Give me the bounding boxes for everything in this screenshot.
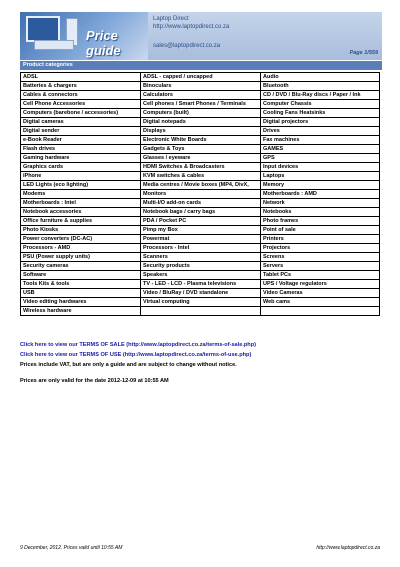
category-cell[interactable]: Pimp my Box	[141, 226, 261, 235]
category-cell[interactable]: Photo frames	[261, 217, 380, 226]
table-row	[21, 190, 380, 199]
category-cell[interactable]: PSU (Power supply units)	[21, 253, 141, 262]
page-header	[20, 12, 382, 60]
category-cell[interactable]: Notebooks	[261, 208, 380, 217]
category-cell[interactable]: GPS	[261, 154, 380, 163]
category-cell[interactable]: Electronic White Boards	[141, 136, 261, 145]
category-cell[interactable]: Projectors	[261, 244, 380, 253]
category-cell[interactable]: Displays	[141, 127, 261, 136]
category-cell[interactable]: Scanners	[141, 253, 261, 262]
category-cell[interactable]: Drives	[261, 127, 380, 136]
category-cell[interactable]: Glasses / eyeware	[141, 154, 261, 163]
category-cell[interactable]: Notebook accessories	[21, 208, 141, 217]
category-cell[interactable]: Cables & connectors	[21, 91, 141, 100]
category-cell[interactable]: Binoculars	[141, 82, 261, 91]
category-cell[interactable]: PDA / Pocket PC	[141, 217, 261, 226]
category-cell[interactable]: Audio	[261, 73, 380, 82]
table-row	[21, 127, 380, 136]
category-cell[interactable]: Video / BluRay / DVD standalone	[141, 289, 261, 298]
table-row	[21, 199, 380, 208]
table-row	[21, 262, 380, 271]
category-cell[interactable]: Computers (built)	[141, 109, 261, 118]
category-cell[interactable]: Calculators	[141, 91, 261, 100]
table-row	[21, 235, 380, 244]
category-cell[interactable]: HDMI Switches & Broadcasters	[141, 163, 261, 172]
table-row	[21, 154, 380, 163]
category-cell[interactable]: KVM switches & cables	[141, 172, 261, 181]
category-cell[interactable]: LED Lights (eco lighting)	[21, 181, 141, 190]
page-number: Page 1/559	[349, 50, 378, 56]
category-cell[interactable]: Digital notepads	[141, 118, 261, 127]
category-cell[interactable]: Digital sender	[21, 127, 141, 136]
category-cell[interactable]: Processors - Intel	[141, 244, 261, 253]
category-cell[interactable]: Tablet PCs	[261, 271, 380, 280]
terms-links	[20, 340, 256, 370]
footer-date: 9 December, 2012. Prices valid until 10:55 AM	[20, 545, 123, 551]
category-cell[interactable]: Memory	[261, 181, 380, 190]
category-cell[interactable]: Fax machines	[261, 136, 380, 145]
category-cell[interactable]: Virtual computing	[141, 298, 261, 307]
category-cell[interactable]: Digital projectors	[261, 118, 380, 127]
company-info	[153, 15, 229, 31]
category-cell[interactable]: ADSL - capped / uncapped	[141, 73, 261, 82]
footer-url[interactable]: http://www.laptopdirect.co.za	[316, 545, 380, 551]
category-cell[interactable]: Servers	[261, 262, 380, 271]
category-cell	[261, 307, 380, 316]
category-cell[interactable]: Video editing hardwares	[21, 298, 141, 307]
category-cell[interactable]: e-Book Reader	[21, 136, 141, 145]
table-row	[21, 181, 380, 190]
category-cell[interactable]: Cell phones / Smart Phones / Terminals	[141, 100, 261, 109]
category-cell[interactable]: Printers	[261, 235, 380, 244]
table-row	[21, 244, 380, 253]
validity-note: Prices are only valid for the date 2012-12-09 at 10:55 AM	[20, 378, 169, 384]
category-cell[interactable]: Motherboards : AMD	[261, 190, 380, 199]
category-cell[interactable]: Powermat	[141, 235, 261, 244]
category-cell[interactable]: Wireless hardware	[21, 307, 141, 316]
category-cell[interactable]: Power converters (DC-AC)	[21, 235, 141, 244]
table-row	[21, 109, 380, 118]
table-row	[21, 82, 380, 91]
category-cell[interactable]: Computers (barebone / accessories)	[21, 109, 141, 118]
company-url[interactable]: http://www.laptopdirect.co.za	[153, 24, 230, 30]
category-cell[interactable]: Batteries & chargers	[21, 82, 141, 91]
category-cell[interactable]: Multi-I/O add-on cards	[141, 199, 261, 208]
category-cell[interactable]: Network	[261, 199, 380, 208]
table-row	[21, 298, 380, 307]
table-row	[21, 100, 380, 109]
monitor-icon	[26, 16, 60, 42]
category-cell[interactable]: Gadgets & Toys	[141, 145, 261, 154]
table-row	[21, 226, 380, 235]
table-row	[21, 217, 380, 226]
logo-title: Price guide	[86, 28, 121, 58]
table-row	[21, 271, 380, 280]
category-cell[interactable]: Computer Chassis	[261, 100, 380, 109]
category-cell[interactable]: Office furniture & supplies	[21, 217, 141, 226]
category-cell[interactable]: Digital cameras	[21, 118, 141, 127]
category-cell[interactable]: TV - LED - LCD - Plasma televisions	[141, 280, 261, 289]
price-guide-logo	[20, 12, 148, 60]
category-cell[interactable]: Bluetooth	[261, 82, 380, 91]
table-row	[21, 208, 380, 217]
category-cell[interactable]: Video Cameras	[261, 289, 380, 298]
category-cell[interactable]: GAMES	[261, 145, 380, 154]
category-cell[interactable]: Point of sale	[261, 226, 380, 235]
category-cell[interactable]: Flash drives	[21, 145, 141, 154]
category-cell[interactable]: ADSL	[21, 73, 141, 82]
category-cell[interactable]: Speakers	[141, 271, 261, 280]
category-cell[interactable]: Tools Kits & tools	[21, 280, 141, 289]
category-cell[interactable]: Processors - AMD	[21, 244, 141, 253]
category-cell[interactable]: Notebook bags / carry bags	[141, 208, 261, 217]
category-cell[interactable]: iPhone	[21, 172, 141, 181]
table-row	[21, 145, 380, 154]
category-cell[interactable]: USB	[21, 289, 141, 298]
category-cell[interactable]: Input devices	[261, 163, 380, 172]
table-row	[21, 91, 380, 100]
table-row	[21, 136, 380, 145]
table-row	[21, 73, 380, 82]
table-row	[21, 307, 380, 316]
table-row	[21, 253, 380, 262]
category-cell[interactable]: Monitors	[141, 190, 261, 199]
terms-of-sale-link[interactable]: Click here to view our TERMS OF SALE (http://www.laptopdirect.co.za/terms-of-sale.php)	[20, 342, 256, 348]
category-cell[interactable]: Media centres / Movie boxes (MP4, DivX,	[141, 181, 261, 190]
category-cell[interactable]: Laptops	[261, 172, 380, 181]
company-name: Laptop Direct	[153, 16, 189, 22]
category-cell[interactable]: Cell Phone Accessories	[21, 100, 141, 109]
category-cell[interactable]: Screens	[261, 253, 380, 262]
categories-table	[20, 72, 380, 316]
table-row	[21, 172, 380, 181]
category-cell[interactable]: Security cameras	[21, 262, 141, 271]
category-cell[interactable]: Graphics cards	[21, 163, 141, 172]
category-cell[interactable]: Web cams	[261, 298, 380, 307]
company-email[interactable]: sales@laptopdirect.co.za	[153, 43, 221, 49]
terms-of-use-link[interactable]: Click here to view our TERMS OF USE (http://www.laptopdirect.co.za/terms-of-use.php)	[20, 352, 252, 358]
table-row	[21, 280, 380, 289]
category-cell[interactable]: Photo Kiosks	[21, 226, 141, 235]
category-cell[interactable]: Gaming hardware	[21, 154, 141, 163]
table-row	[21, 163, 380, 172]
vat-note: Prices include VAT, but are only a guide and are subject to change without notice.	[20, 362, 237, 368]
category-cell[interactable]: Security products	[141, 262, 261, 271]
category-cell[interactable]: Modems	[21, 190, 141, 199]
table-row	[21, 118, 380, 127]
category-cell[interactable]: CD / DVD / Blu-Ray discs / Paper / Ink	[261, 91, 380, 100]
category-cell[interactable]: UPS / Voltage regulators	[261, 280, 380, 289]
category-cell[interactable]: Motherboards : Intel	[21, 199, 141, 208]
category-cell	[141, 307, 261, 316]
laptop-icon	[34, 40, 74, 50]
table-row	[21, 289, 380, 298]
category-cell[interactable]: Cooling Fans Heatsinks	[261, 109, 380, 118]
category-cell[interactable]: Software	[21, 271, 141, 280]
section-title: Product categories	[20, 61, 382, 70]
